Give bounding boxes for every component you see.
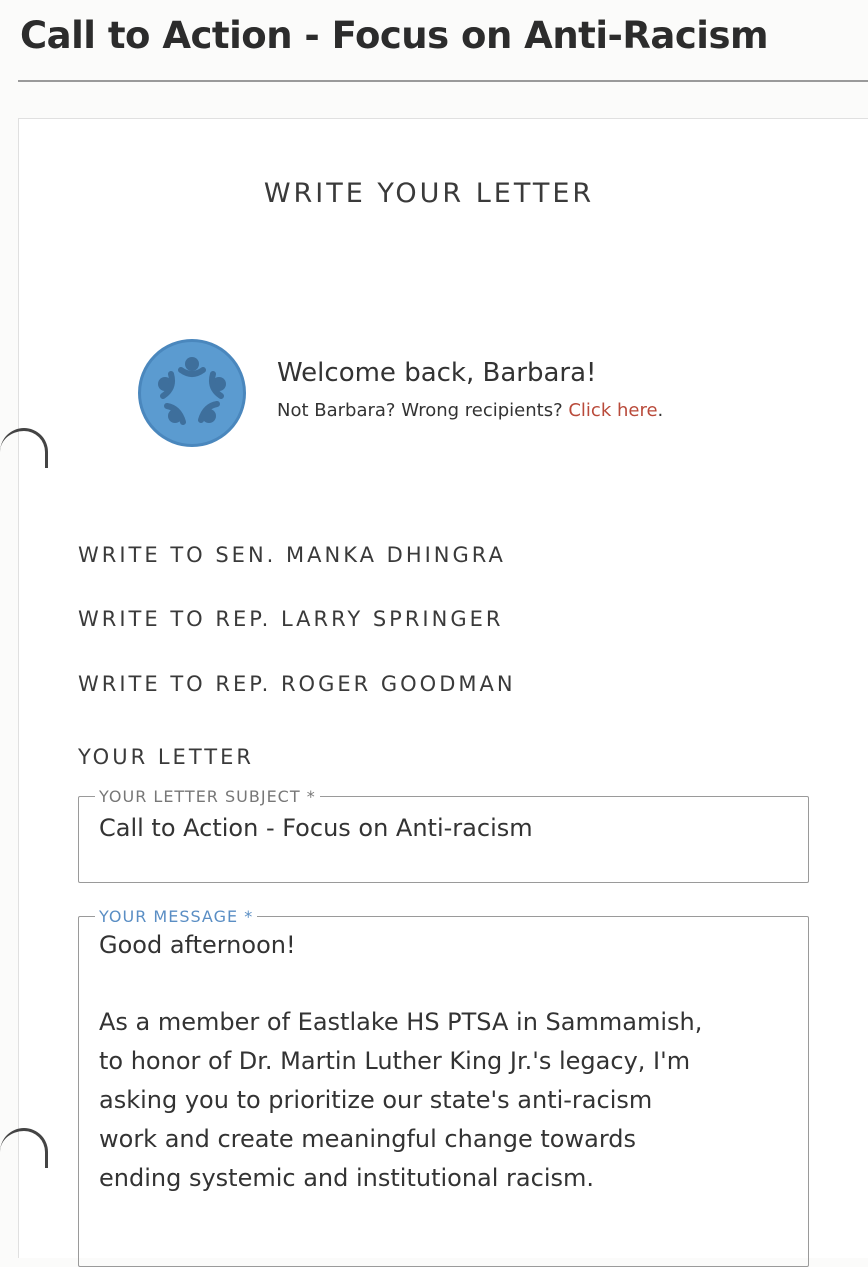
recipient-rep-roger-goodman[interactable]: WRITE TO REP. ROGER GOODMAN <box>78 672 516 696</box>
message-line: asking you to prioritize our state's anti-racism <box>99 1086 653 1114</box>
welcome-message: Welcome back, Barbara! <box>277 358 597 388</box>
message-label: YOUR MESSAGE * <box>99 907 254 926</box>
click-here-link[interactable]: Click here <box>568 400 658 421</box>
subject-label: YOUR LETTER SUBJECT * <box>99 787 316 806</box>
title-divider <box>18 80 868 82</box>
circular-people-logo-icon <box>141 342 243 444</box>
message-line: work and create meaningful change towards <box>99 1125 636 1153</box>
message-line: As a member of Eastlake HS PTSA in Sammamish, <box>99 1008 703 1036</box>
recipient-rep-larry-springer[interactable]: WRITE TO REP. LARRY SPRINGER <box>78 607 504 631</box>
write-letter-heading-text: WRITE YOUR LETTER <box>263 178 595 209</box>
message-field <box>78 907 809 1267</box>
message-line: ending systemic and institutional racism. <box>99 1164 594 1192</box>
not-user-text: Not Barbara? Wrong recipients? <box>277 400 569 421</box>
message-greeting: Good afternoon! <box>99 931 296 959</box>
page-fold-mark-top <box>0 428 48 468</box>
subject-input[interactable] <box>99 814 788 842</box>
page-fold-mark-bottom <box>0 1128 48 1168</box>
subject-field <box>78 787 809 883</box>
message-textarea[interactable] <box>99 926 788 1198</box>
not-user-line <box>277 400 663 421</box>
your-letter-heading: YOUR LETTER <box>78 745 254 769</box>
not-user-suffix: . <box>657 400 664 421</box>
message-line: to honor of Dr. Martin Luther King Jr.'s legacy, I'm <box>99 1047 691 1075</box>
write-letter-heading <box>0 178 868 209</box>
page-title: Call to Action - Focus on Anti-Racism <box>20 14 769 57</box>
recipient-sen-manka-dhingra[interactable]: WRITE TO SEN. MANKA DHINGRA <box>78 543 506 567</box>
avatar <box>138 339 246 447</box>
